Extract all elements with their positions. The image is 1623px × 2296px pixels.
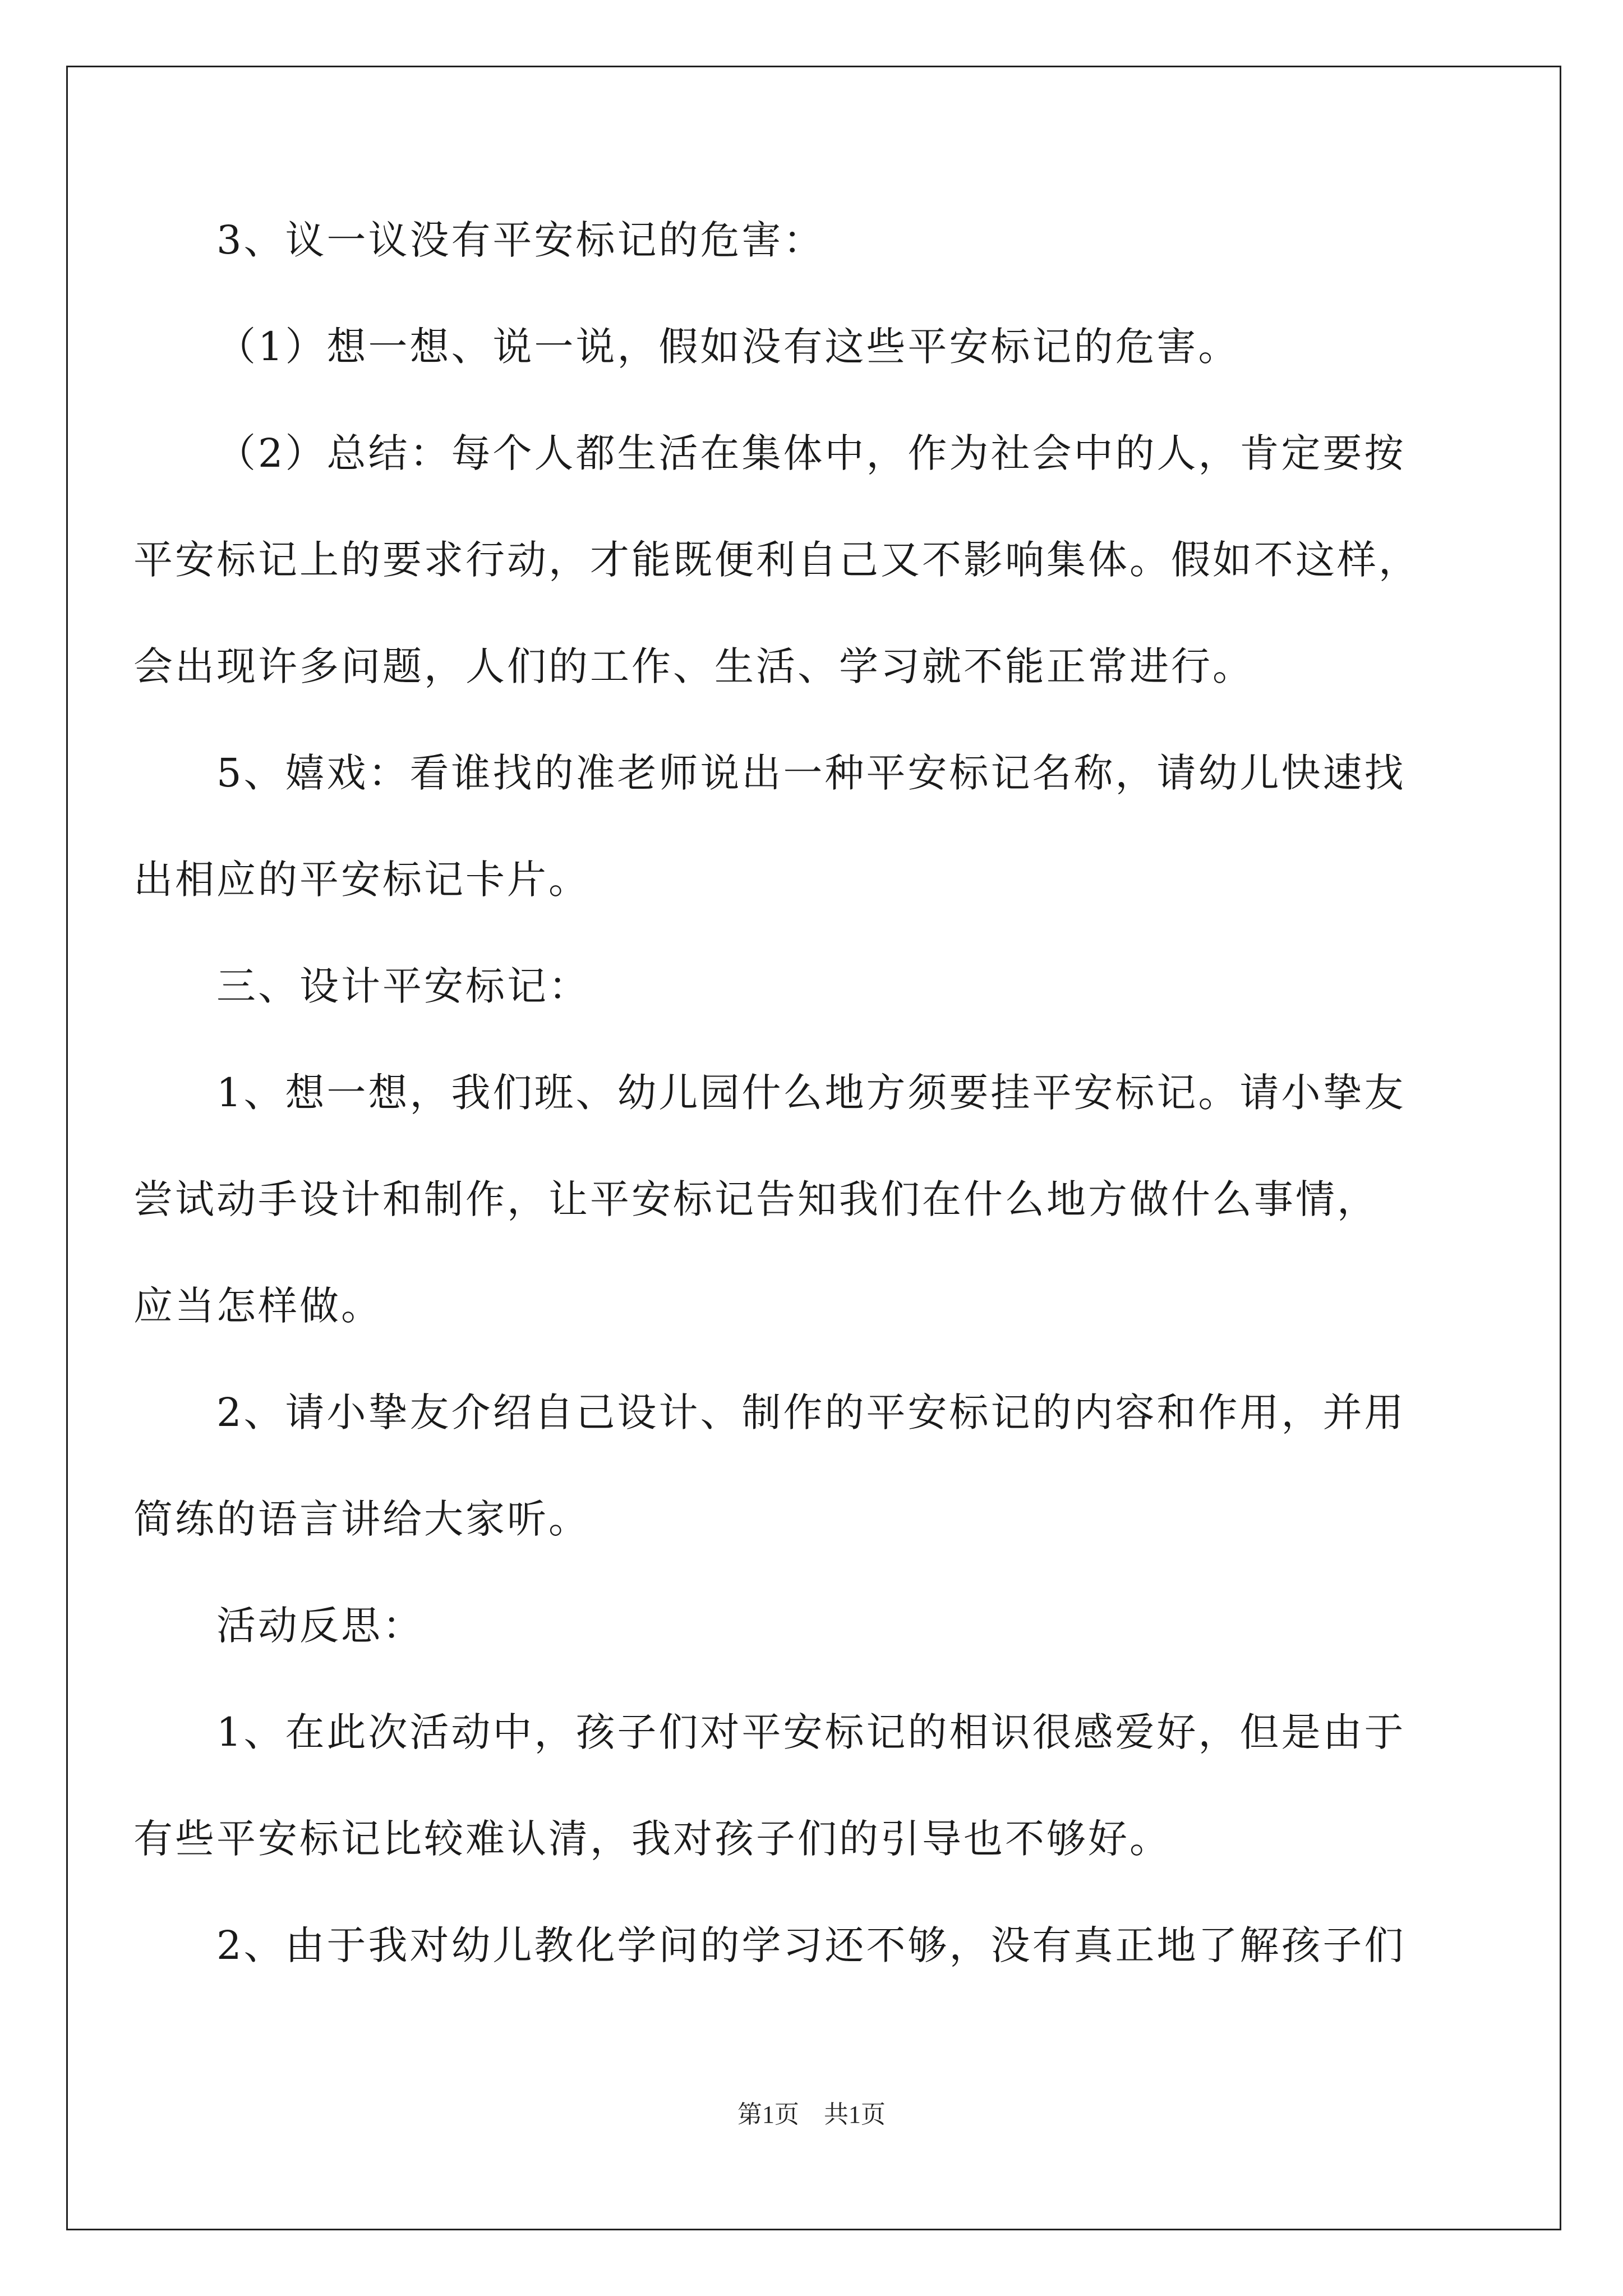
text-line: （1）想一想、说一说，假如没有这些平安标记的危害。	[216, 324, 1240, 370]
text-line: 平安标记上的要求行动，才能既便利自己又不影响集体。假如不这样，	[133, 537, 1420, 583]
text-line: 5、嬉戏：看谁找的准老师说出一种平安标记名称，请幼儿快速找	[216, 750, 1406, 796]
text-line: 会出现许多问题，人们的工作、生活、学习就不能正常进行。	[133, 643, 1254, 689]
section-heading: 活动反思：	[216, 1603, 424, 1649]
text-line: 出相应的平安标记卡片。	[133, 857, 590, 903]
text-line: 尝试动手设计和制作，让平安标记告知我们在什么地方做什么事情，	[133, 1176, 1378, 1222]
page-border	[66, 66, 1561, 2230]
text-line: （2）总结：每个人都生活在集体中，作为社会中的人，肯定要按	[216, 430, 1406, 476]
section-heading: 三、设计平安标记：	[216, 963, 590, 1009]
text-line: 2、由于我对幼儿教化学问的学习还不够，没有真正地了解孩子们	[216, 1922, 1406, 1968]
text-line: 1、在此次活动中，孩子们对平安标记的相识很感爱好，但是由于	[216, 1709, 1406, 1755]
text-line: 2、请小挚友介绍自己设计、制作的平安标记的内容和作用，并用	[216, 1389, 1406, 1435]
text-line: 1、想一想，我们班、幼儿园什么地方须要挂平安标记。请小挚友	[216, 1070, 1406, 1116]
text-line: 简练的语言讲给大家听。	[133, 1496, 590, 1542]
text-line: 有些平安标记比较难认清，我对孩子们的引导也不够好。	[133, 1816, 1171, 1862]
text-line: 应当怎样做。	[133, 1283, 382, 1329]
text-line: 3、议一议没有平安标记的危害：	[216, 217, 825, 263]
page-footer: 第1页 共1页	[737, 2101, 886, 2128]
